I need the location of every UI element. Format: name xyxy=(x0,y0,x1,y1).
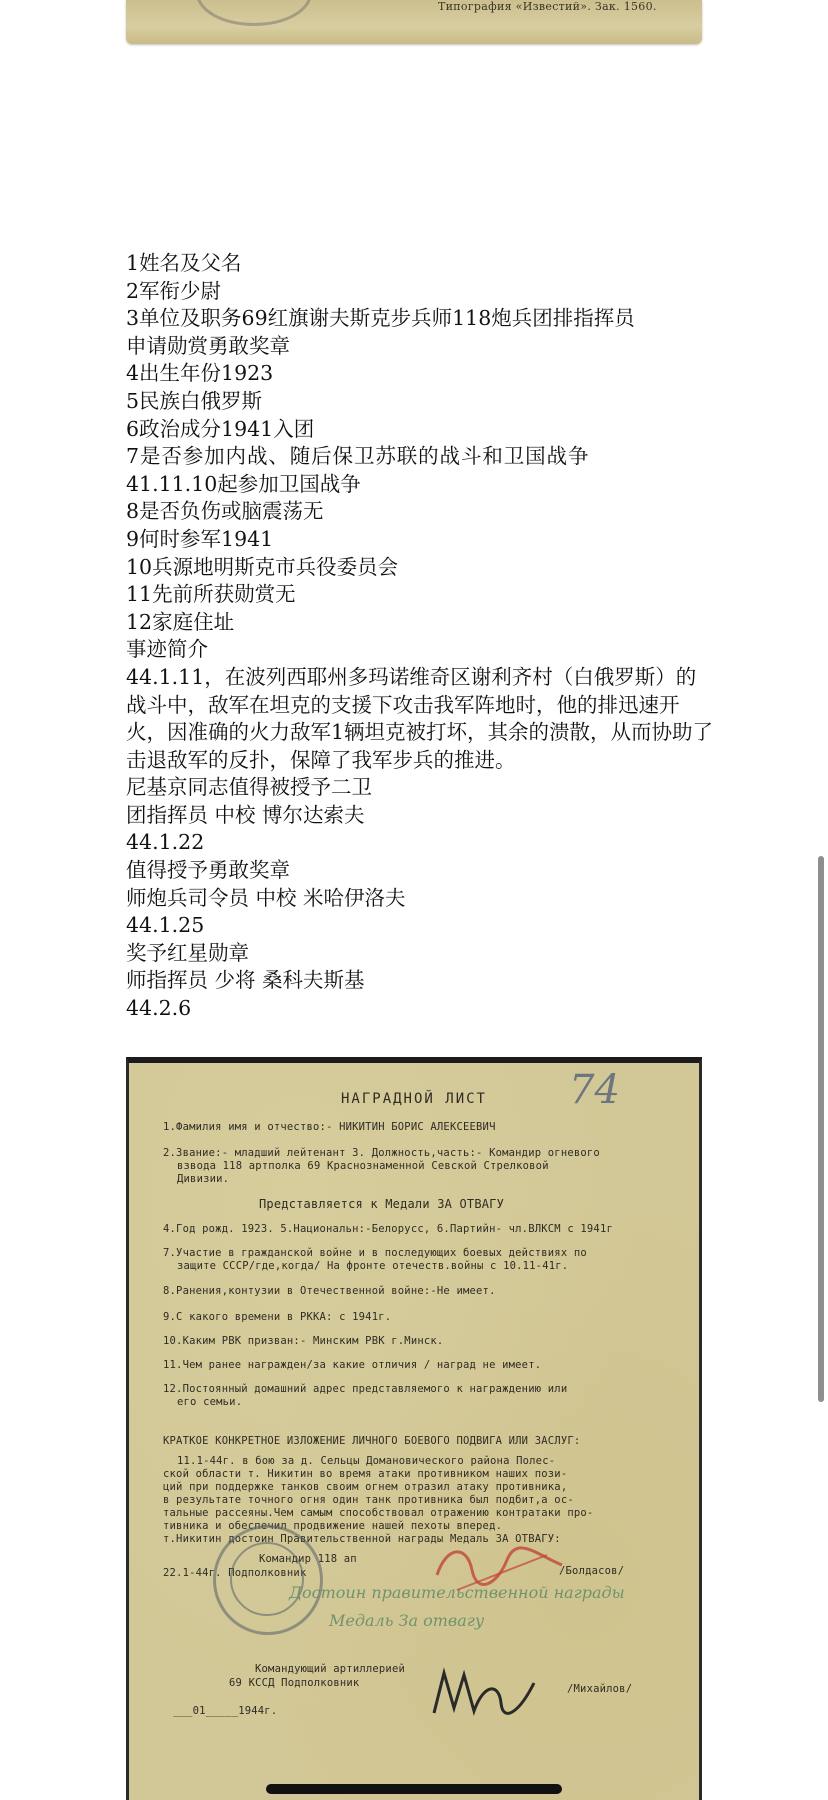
black-signature-icon xyxy=(429,1663,539,1723)
scrollbar[interactable] xyxy=(818,856,824,1402)
text-line: 44.1.22 xyxy=(126,830,205,855)
home-indicator[interactable] xyxy=(266,1784,562,1794)
text-line: 41.11.10起参加卫国战争 xyxy=(126,471,361,496)
sheet-line: ской области т. Никитин во время атаки противником наших пози- xyxy=(163,1468,568,1480)
text-line: 事迹简介 xyxy=(126,637,208,662)
sheet-line: /Михайлов/ xyxy=(567,1683,633,1695)
sheet-line: 4.Год рожд. 1923. 5.Национальн:-Белорусс, 6.Партийн- чл.ВЛКСМ с 1941г xyxy=(163,1223,613,1235)
sheet-line: 11.1-44г. в бою за д. Сельцы Домановического района Полес- xyxy=(177,1455,556,1467)
text-line: 值得授予勇敢奖章 xyxy=(126,858,290,883)
text-line: 5民族白俄罗斯 xyxy=(126,388,263,413)
text-line: 8是否负伤或脑震荡无 xyxy=(126,499,324,524)
printer-note: Типография «Известий». Зак. 1560. xyxy=(438,0,657,13)
sheet-line: Дивизии. xyxy=(177,1173,230,1185)
round-stamp-icon xyxy=(213,1525,323,1635)
sheet-line: Командир 118 ап xyxy=(259,1553,357,1565)
text-line: 9何时参军1941 xyxy=(126,526,274,551)
text-line: 师指挥员 少将 桑科夫斯基 xyxy=(126,968,365,993)
sheet-line: 8.Ранения,контузии в Отечественной войне:-Не имеет. xyxy=(163,1285,496,1297)
sheet-line: ций при поддержке танков своим огнем отразил атаку противника, xyxy=(163,1481,568,1493)
sheet-line: 22.1-44г. Подполковник xyxy=(163,1567,307,1579)
text-line: 师炮兵司令员 中校 米哈伊洛夫 xyxy=(126,885,406,910)
text-line: 1姓名及父名 xyxy=(126,251,242,275)
text-line: 10兵源地明斯克市兵役委员会 xyxy=(126,554,399,579)
sheet-line: Представляется к Медали ЗА ОТВАГУ xyxy=(259,1197,505,1211)
sheet-line: т.Никитин достоин Правительственной награды Медаль ЗА ОТВАГУ: xyxy=(163,1533,561,1545)
sheet-line: защите СССР/где,когда/ На фронте отечеств.войны с 10.11-41г. xyxy=(177,1260,569,1272)
sheet-line: /Болдасов/ xyxy=(559,1565,625,1577)
text-line: 尼基京同志值得被授予二卫 xyxy=(126,775,372,800)
text-line: 3单位及职务69红旗谢夫斯克步兵师118炮兵团排指挥员 xyxy=(126,306,635,331)
deed-paragraph: 44.1.11，在波列西耶州多玛诺维奇区谢利齐村（白俄罗斯）的战斗中，敌军在坦克的支援下攻击我军阵地时，他的排迅速开火，因准确的火力敌军1辆坦克被打坏，其余的溃散，从而协助了击退敌军的反扑，保障了我军步兵的推进。 xyxy=(126,664,714,772)
text-line: 奖予红星勋章 xyxy=(126,940,249,965)
red-signature-icon xyxy=(427,1535,567,1595)
sheet-line: 2.Звание:- младший лейтенант 3. Должность,часть:- Командир огневого xyxy=(163,1147,600,1159)
sheet-line: тивника и обеспечил продвижение нашей пехоты вперед. xyxy=(163,1520,503,1532)
sheet-line: 11.Чем ранее награжден/за какие отличия / наград не имеет. xyxy=(163,1359,542,1371)
sheet-line: в результате точного огня один танк противника был подбит,а ос- xyxy=(163,1494,574,1506)
handwritten-note: Медаль За отвагу xyxy=(329,1611,485,1630)
text-line: 7是否参加内战、随后保卫苏联的战斗和卫国战争 xyxy=(126,444,590,469)
sheet-line: ___01_____1944г. xyxy=(173,1705,278,1717)
translation-text xyxy=(126,250,716,1023)
text-line: 4出生年份1923 xyxy=(126,361,274,386)
text-line: 44.2.6 xyxy=(126,996,192,1021)
sheet-line: 9.С какого времени в РККА: с 1941г. xyxy=(163,1311,392,1323)
text-line: 11先前所获勋赏无 xyxy=(126,582,296,607)
sheet-line: 10.Каким РВК призван:- Минским РВК г.Минск. xyxy=(163,1335,444,1347)
text-line: 12家庭住址 xyxy=(126,609,235,634)
sheet-line: 7.Участие в гражданской войне и в последующих боевых действиях по xyxy=(163,1247,587,1259)
sheet-line: взвода 118 артполка 69 Краснознаменной Севской Стрелковой xyxy=(177,1160,549,1172)
text-line: 团指挥员 中校 博尔达索夫 xyxy=(126,802,365,827)
sheet-line: 69 КССД Подполковник xyxy=(229,1677,360,1689)
sheet-number: 74 xyxy=(569,1067,620,1113)
sheet-line: 12.Постоянный домашний адрес представляемого к награждению или xyxy=(163,1383,568,1395)
award-sheet-scan xyxy=(126,1057,702,1800)
top-scan-fragment xyxy=(126,0,702,44)
sheet-line: КРАТКОЕ КОНКРЕТНОЕ ИЗЛОЖЕНИЕ ЛИЧНОГО БОЕВОГО ПОДВИГА ИЛИ ЗАСЛУГ: xyxy=(163,1435,581,1447)
text-line: 44.1.25 xyxy=(126,913,205,938)
sheet-title: НАГРАДНОЙ ЛИСТ xyxy=(340,1091,487,1107)
stamp-seal-icon xyxy=(196,0,312,26)
sheet-line: Командующий артиллерией xyxy=(255,1663,405,1675)
text-line: 申请勋赏勇敢奖章 xyxy=(126,333,290,358)
sheet-line: тальные рассеяны.Чем самым способствовал отражению контратаки про- xyxy=(163,1507,594,1519)
text-line: 6政治成分1941入团 xyxy=(126,416,315,441)
handwritten-note: Достоин правительственной награды xyxy=(289,1583,625,1602)
sheet-line: 1.Фамилия имя и отчество:- НИКИТИН БОРИС АЛЕКСЕЕВИЧ xyxy=(163,1121,496,1133)
text-line: 2军衔少尉 xyxy=(126,278,222,303)
sheet-line: его семьи. xyxy=(177,1396,243,1408)
